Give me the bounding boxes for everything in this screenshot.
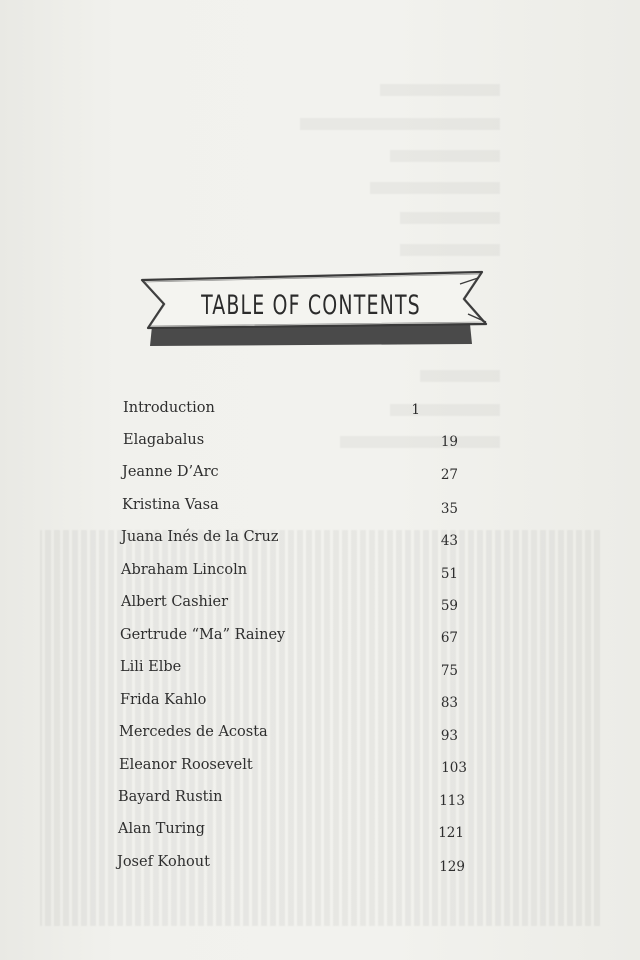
page-title: TABLE OF CONTENTS: [201, 290, 421, 321]
toc-entry: [0, 789, 640, 817]
toc-entry-title: Lili Elbe: [120, 659, 182, 675]
toc-entry-page: 1: [411, 402, 420, 418]
toc-entry: [0, 432, 640, 460]
toc-entry-title: Juana Inés de la Cruz: [121, 529, 279, 545]
toc-entry-title: Abraham Lincoln: [121, 562, 248, 578]
heading-banner: [130, 266, 492, 348]
toc-entry-page: 51: [440, 566, 458, 582]
toc-entry-title: Mercedes de Acosta: [119, 724, 268, 740]
toc-entry-title: Introduction: [123, 400, 215, 416]
toc-entry-page: 121: [438, 825, 464, 841]
toc-entry-page: 129: [439, 859, 465, 875]
toc-entry-page: 83: [440, 695, 458, 711]
toc-entry: [0, 562, 640, 590]
toc-entry: [0, 757, 640, 785]
toc-entry: [0, 464, 640, 492]
toc-entry-title: Albert Cashier: [121, 594, 229, 610]
toc-entry: [0, 529, 640, 557]
toc-entry-page: 75: [440, 663, 458, 679]
toc-entry-page: 27: [440, 467, 458, 483]
toc-entry-title: Jeanne D’Arc: [122, 464, 219, 480]
toc-entry-page: 103: [441, 760, 467, 776]
toc-entry-page: 113: [439, 793, 465, 809]
toc-entry-page: 19: [440, 434, 458, 450]
toc-entry-title: Bayard Rustin: [118, 789, 223, 805]
toc-entry-page: 67: [440, 630, 458, 646]
toc-entry: [0, 821, 640, 849]
toc-entry-page: 35: [440, 501, 458, 517]
toc-entry-page: 93: [440, 728, 458, 744]
toc-entry: [0, 659, 640, 687]
toc-entry: [0, 497, 640, 525]
toc-entry: [0, 724, 640, 752]
toc-entry-page: 59: [440, 598, 458, 614]
toc-entry-page: 43: [440, 533, 458, 549]
toc-entry: [0, 594, 640, 622]
toc-entry-title: Eleanor Roosevelt: [119, 757, 253, 773]
toc-entry: [0, 400, 640, 428]
toc-entry-title: Josef Kohout: [117, 854, 210, 870]
toc-entry-title: Kristina Vasa: [122, 497, 219, 513]
toc-entry: [0, 854, 640, 882]
toc-entry-title: Frida Kahlo: [120, 692, 207, 708]
toc-entry-title: Elagabalus: [123, 432, 205, 448]
toc-entry: [0, 627, 640, 655]
toc-entry-title: Gertrude “Ma” Rainey: [120, 627, 286, 643]
toc-entry-title: Alan Turing: [118, 821, 205, 837]
toc-entry: [0, 692, 640, 720]
